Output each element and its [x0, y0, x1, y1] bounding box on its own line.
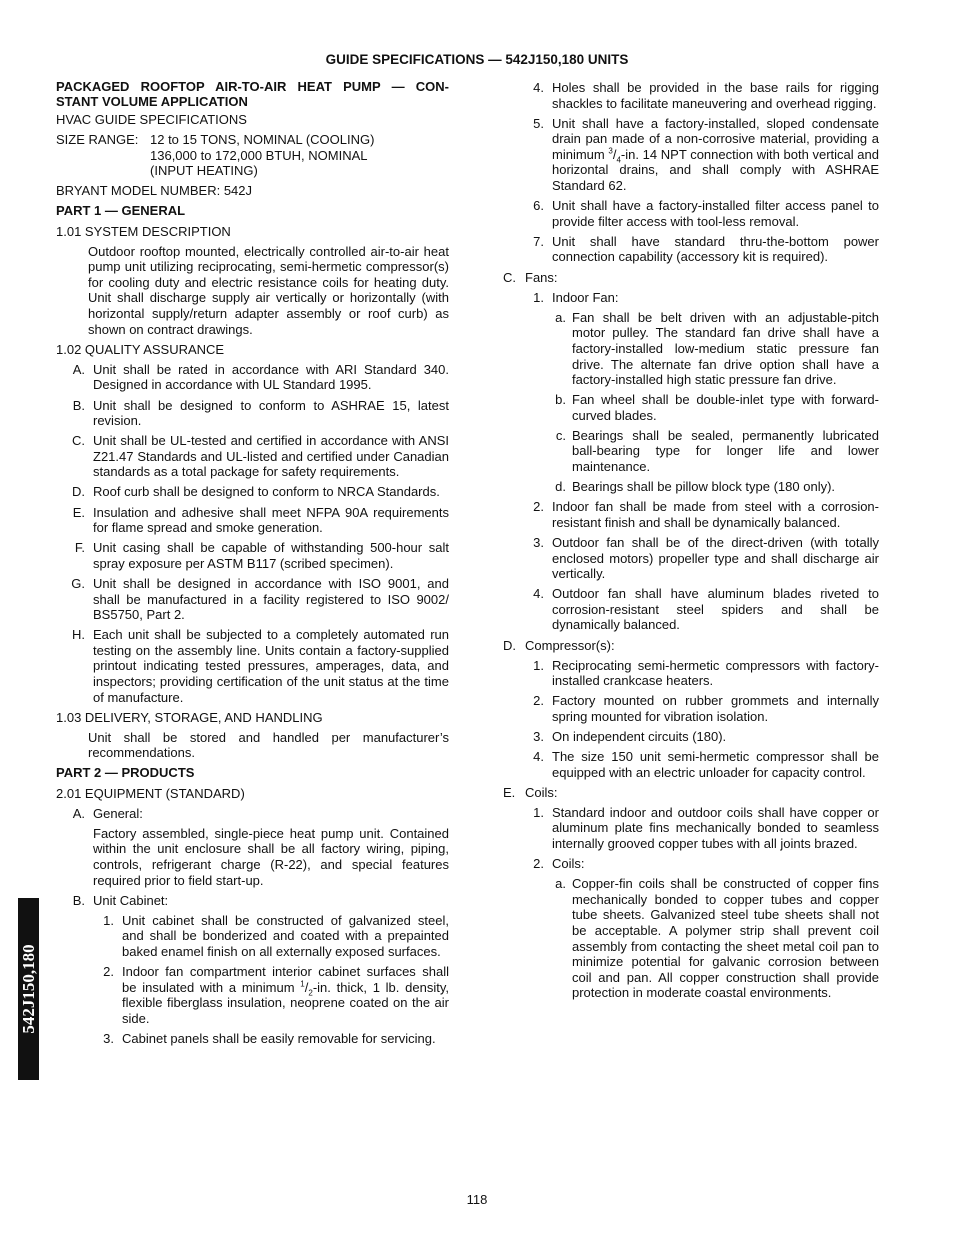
item-label: 4. — [533, 749, 544, 765]
item-text: Copper-fin coils shall be constructed of copper fins mechanically bonded to copper tubes and copper tube sheets. Galvanized steel tube sheets shall not be acceptable. A polymer strip shall prevent coil assembly from contacting the sheet metal coil pan to minimize potential for galvanic corrosion between coil and pan. All copper construction shall provide protection in moderate coastal environments. — [572, 876, 879, 1001]
item-text: Unit casing shall be capable of withstanding 500-hour salt spray exposure per ASTM B117 (scribed specimen). — [93, 540, 449, 571]
list-item — [503, 428, 879, 475]
list-item — [503, 310, 879, 388]
item-label: C. — [72, 433, 85, 449]
section-102-heading: 1.02 QUALITY ASSURANCE — [56, 341, 225, 357]
list-item — [56, 964, 449, 1026]
size-range — [56, 132, 449, 179]
item-title: Coils: — [525, 784, 558, 800]
item-title: Unit Cabinet: — [93, 892, 169, 908]
item-text: Each unit shall be subjected to a completely automated run testing on the assembly line. Units contain a factory-supplied printout indicating tested pressures, amperages, data, and inspectors; providing certification of the unit status at the time of manufacture. — [93, 627, 449, 705]
side-tab-label: 542J150,180 — [18, 944, 38, 1034]
item-title: Indoor Fan: — [552, 289, 619, 305]
item-text: Holes shall be provided in the base rails for rigging shackles to facilitate maneuvering and overhead rigging. — [552, 80, 879, 111]
item-label: 1. — [533, 289, 544, 305]
item-text: Reciprocating semi-hermetic compressors with factory-installed crankcase heaters. — [552, 657, 879, 689]
item-text: Indoor fan shall be made from steel with a corrosion-resistant finish and shall be dynamically balanced. — [552, 499, 879, 530]
list-item — [56, 505, 449, 536]
item-text: Factory mounted on rubber grommets and internally spring mounted for vibration isolation. — [552, 693, 879, 724]
item-text: Bearings shall be sealed, permanently lubricated ball-bearing type for longer life and lower maintenance. — [572, 427, 879, 475]
list-item — [56, 433, 449, 480]
section-101-text: Outdoor rooftop mounted, electrically controlled air-to-air heat pump unit utilizing reciprocating, semi-hermetic compressor(s) for cooling duty and electric resistance coils for heating duty. Unit shall discharge supply air vertically or horizontally (with horizontal supply/return adapter assembly or roof curb) as shown on contract drawings. — [88, 243, 449, 337]
text-part: Indoor fan compartment interior cabinet surfaces shall be insulated with a minimum — [122, 964, 449, 995]
item-text: Outdoor fan shall be of the direct-driven (with totally enclosed motors) propeller type and shall discharge air vertically. — [552, 534, 879, 582]
model-number: BRYANT MODEL NUMBER: 542J — [56, 183, 253, 199]
item-text: The size 150 unit semi-hermetic compressor shall be equipped with an electric unloader for capacity control. — [552, 749, 879, 780]
item-label: 4. — [533, 80, 544, 95]
list-item — [503, 535, 879, 582]
item-label: A. — [72, 805, 85, 821]
section-101-heading: 1.01 SYSTEM DESCRIPTION — [56, 223, 231, 239]
list-item — [503, 290, 879, 306]
list-item — [56, 398, 449, 429]
list-item — [503, 876, 879, 1001]
item-text: Unit shall have standard thru-the-bottom power connection capability (accessory kit is required). — [552, 233, 879, 265]
size-line-2: 136,000 to 172,000 BTUH, NOMINAL — [150, 147, 368, 163]
item-label: 2. — [533, 856, 544, 872]
fraction-denominator: 2 — [308, 988, 313, 998]
section-103-heading: 1.03 DELIVERY, STORAGE, AND HANDLING — [56, 709, 323, 725]
item-text: Unit shall be designed in accordance with ISO 9001, and shall be manufactured in a facility registered to ISO 9002/ BS5750, Part 2. — [93, 575, 449, 623]
side-tab — [18, 898, 39, 1080]
item-title: General: — [93, 805, 143, 821]
size-range-label: SIZE RANGE: — [56, 132, 139, 148]
item-text: Unit shall have a factory-installed, sloped condensate drain pan made of a non-corrosive material, providing a minimum $^3/_4-in$. 14 NPT connection with both vertical and horizontal drains, and shall comply with ASHRAE Standard 62. — [552, 115, 879, 194]
section-201-heading: 2.01 EQUIPMENT (STANDARD) — [56, 785, 245, 801]
item-title: Fans: — [525, 269, 558, 285]
item-label: a. — [555, 309, 566, 325]
list-item — [503, 805, 879, 852]
item-label: a. — [555, 876, 566, 892]
list-item — [503, 392, 879, 423]
heading-line-2: STANT VOLUME APPLICATION — [56, 93, 248, 109]
general-text: Factory assembled, single-piece heat pump unit. Contained within the unit enclosure shall be all factory wiring, piping, controls, refrigerant charge (R-22), and special features required prior to field start-up. — [93, 825, 449, 888]
item-text: Unit cabinet shall be constructed of galvanized steel, and shall be bonderized and coated with a prepainted baked enamel finish on all externally exposed surfaces. — [122, 912, 449, 959]
item-text: Outdoor fan shall have aluminum blades riveted to corrosion-resistant steel spiders and shall be dynamically balanced. — [552, 586, 879, 633]
size-line-1: 12 to 15 TONS, NOMINAL (COOLING) — [150, 132, 375, 148]
item-label: 2. — [533, 693, 544, 709]
fraction-numerator: 3 — [608, 146, 613, 156]
item-label: D. — [503, 637, 516, 653]
item-text: Cabinet panels shall be easily removable for servicing. — [122, 1030, 436, 1046]
item-label: A. — [72, 361, 85, 377]
list-item — [503, 270, 879, 286]
heading-line-1: PACKAGED ROOFTOP AIR-TO-AIR HEAT PUMP — CON- — [56, 79, 449, 94]
item-label: 3. — [533, 534, 544, 550]
item-text: Fan wheel shall be double-inlet type with forward-curved blades. — [572, 392, 879, 423]
document-heading — [56, 80, 449, 109]
size-line-3: (INPUT HEATING) — [150, 163, 258, 179]
item-label: 1. — [103, 912, 114, 928]
item-label: d. — [555, 479, 566, 495]
item-title: Coils: — [552, 856, 585, 872]
item-text: Roof curb shall be designed to conform to NRCA Standards. — [93, 484, 440, 500]
item-label: B. — [72, 397, 85, 413]
list-item — [503, 749, 879, 780]
list-item — [56, 913, 449, 960]
list-item — [56, 1031, 449, 1047]
item-label: D. — [72, 484, 85, 500]
item-label: G. — [71, 575, 85, 591]
item-text: Bearings shall be pillow block type (180 only). — [572, 479, 836, 495]
list-item — [56, 627, 449, 705]
list-item — [503, 80, 879, 111]
item-title: Compressor(s): — [525, 637, 615, 653]
text-part: Unit shall have a factory-installed, sloped condensate drain pan made of a non-corrosive material, providing a minimum — [552, 115, 879, 162]
item-label: C. — [503, 269, 516, 285]
list-item — [503, 658, 879, 689]
item-label: c. — [555, 427, 566, 443]
size-range-values — [150, 132, 374, 179]
part1-heading: PART 1 — GENERAL — [56, 203, 186, 219]
list-item — [56, 576, 449, 623]
list-item — [56, 540, 449, 571]
item-text: On independent circuits (180). — [552, 728, 727, 744]
item-label: E. — [72, 504, 85, 520]
list-item — [503, 856, 879, 872]
item-label: b. — [555, 392, 566, 408]
item-label: 1. — [533, 804, 544, 820]
list-item — [503, 198, 879, 229]
list-item — [503, 638, 879, 654]
page-number: 118 — [466, 1192, 488, 1207]
quality-assurance-list — [56, 362, 449, 705]
text-part: -in. 14 NPT connection with both vertical and horizontal drains, and shall comply with ASHRAE Standard 62. — [552, 146, 879, 194]
item-text: Unit shall be UL-tested and certified in accordance with ANSI Z21.47 Standards and UL-listed and certified under Canadian standards as a total package for safety requirements. — [93, 433, 449, 480]
left-column — [56, 80, 449, 1051]
list-item — [503, 693, 879, 724]
item-text: Fan shall be belt driven with an adjustable-pitch motor pulley. The standard fan drive shall have a factory-installed low-medium static pressure fan drive. The alternate fan drive option shall have a factory-installed high static pressure fan drive. — [572, 309, 879, 388]
item-label: 3. — [103, 1030, 114, 1046]
item-text: Unit shall be rated in accordance with ARI Standard 340. Designed in accordance with UL Standard 1995. — [93, 361, 449, 393]
list-item — [56, 484, 449, 500]
list-item — [503, 785, 879, 801]
item-label: E. — [503, 784, 516, 800]
list-item — [503, 234, 879, 265]
item-label: 4. — [533, 586, 544, 602]
list-item — [56, 362, 449, 393]
section-103-text: Unit shall be stored and handled per manufacturer’s recommendations. — [88, 729, 449, 761]
item-text: Unit shall be designed to conform to ASHRAE 15, latest revision. — [93, 397, 449, 429]
item-label: 1. — [533, 657, 544, 673]
list-item — [503, 499, 879, 530]
fraction-denominator: 4 — [616, 155, 621, 165]
item-text: Indoor fan compartment interior cabinet surfaces shall be insulated with a minimum $^1/_2-in$. thick, 1 lb. density, flexible fiberglass insulation, neoprene coated on the air side. — [122, 964, 449, 1026]
list-item — [503, 586, 879, 633]
item-label: 2. — [103, 964, 114, 979]
item-label: 2. — [533, 499, 544, 515]
item-label: 7. — [533, 233, 544, 249]
list-item — [503, 729, 879, 745]
fraction-numerator: 1 — [300, 979, 305, 989]
hvac-guide-label: HVAC GUIDE SPECIFICATIONS — [56, 112, 247, 127]
page-title: GUIDE SPECIFICATIONS — 542J150,180 UNITS — [325, 52, 629, 67]
list-item — [503, 479, 879, 495]
text-part: -in. thick, 1 lb. density, flexible fiberglass insulation, neoprene coated on the air side. — [122, 979, 449, 1026]
item-text: Insulation and adhesive shall meet NFPA 90A requirements for flame spread and smoke generation. — [93, 504, 449, 536]
item-label: 6. — [533, 198, 544, 214]
item-label: B. — [72, 892, 85, 908]
list-item — [56, 806, 449, 822]
item-label: 3. — [533, 728, 544, 744]
list-item — [503, 116, 879, 194]
part2-heading: PART 2 — PRODUCTS — [56, 765, 195, 781]
item-text: Unit shall have a factory-installed filter access panel to provide filter access with tool-less removal. — [552, 198, 879, 229]
item-label: 5. — [533, 115, 544, 131]
item-label: F. — [74, 540, 85, 556]
item-label: H. — [72, 627, 85, 643]
list-item — [56, 893, 449, 909]
item-text: Standard indoor and outdoor coils shall have copper or aluminum plate fins mechanically bonded to seamless internally grooved copper tubes with all joints brazed. — [552, 804, 879, 852]
right-column — [503, 80, 879, 1005]
